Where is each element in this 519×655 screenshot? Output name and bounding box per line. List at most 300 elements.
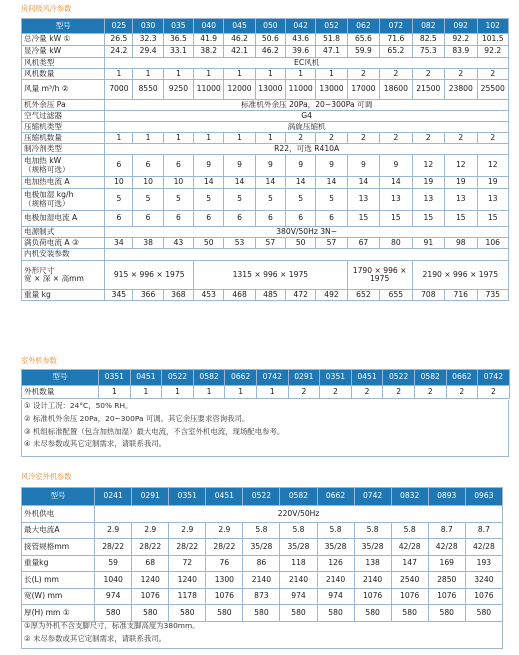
model-header: 025 [105,19,133,34]
table-row [22,100,509,111]
span-cell: 涡旋压缩机 [105,122,509,133]
table-cell: 366 [133,290,163,301]
row-label-text: 风机类型 [24,57,55,67]
table-cell: 71.6 [380,34,412,46]
table-cell: 580 [280,605,317,622]
row-label-text: 制冷剂类型 [24,143,62,153]
table-cell: 25500 [477,80,509,100]
table-cell: 12000 [224,80,255,100]
dimension-cell: 2190 × 996 × 1975 [412,261,508,290]
model-header: 0893 [428,488,465,506]
table-cell: 453 [194,290,224,301]
table-cell: 35/28 [317,539,354,556]
table-cell: 65.2 [380,46,412,58]
table-cell: 652 [347,290,379,301]
table-cell: 2 [412,69,444,80]
table-row [22,133,509,144]
span-cell: EC风机 [105,58,509,69]
table-cell: 14 [286,177,316,189]
table-cell: 1 [224,133,255,144]
table-cell: 5 [224,189,255,211]
table-cell: 14 [316,177,347,189]
row-label [22,290,105,301]
table-cell: 46.2 [224,34,255,46]
table-cell: 2 [414,386,446,399]
header-row [22,488,503,506]
model-header: 092 [445,19,477,34]
table-cell: 18600 [380,80,412,100]
table-cell: 9 [286,155,316,177]
indoor-params-table [21,18,509,301]
table-cell: 9 [194,155,224,177]
table-cell: 10 [163,177,193,189]
table-cell: 65.6 [347,34,379,46]
table-cell: 5 [105,189,133,211]
table-cell: 13 [445,189,477,211]
table-cell: 2140 [317,572,354,589]
table-cell: 580 [95,605,132,622]
table-cell: 873 [243,588,280,605]
row-label-text: 压缩机类型 [24,121,62,131]
table-cell: 580 [391,605,428,622]
table-cell: 12 [445,155,477,177]
table-cell: 51.8 [316,34,347,46]
table-cell: 42/28 [391,539,428,556]
row-label: 外机数量 [22,386,99,399]
model-header: 0662 [225,370,257,386]
row-label [22,111,105,122]
table-row [22,144,509,155]
table-cell: 1 [99,386,131,399]
table-cell: 708 [412,290,444,301]
table-cell: 1 [255,133,285,144]
table-cell: 32.3 [133,34,163,46]
row-label [22,34,105,46]
table-cell: 28/22 [206,539,243,556]
table-cell: 9250 [163,80,193,100]
model-header: 0963 [465,488,502,506]
table-cell: 21500 [412,80,444,100]
row-label [22,211,105,227]
table-cell: 19 [477,177,509,189]
table-row [22,605,503,622]
table-cell: 14 [380,177,412,189]
table-cell: 14 [224,177,255,189]
row-label-sub: （规格可选） [24,164,70,174]
model-header: 050 [255,19,285,34]
table-cell: 580 [354,605,391,622]
table-cell: 13 [380,189,412,211]
table-row [22,122,509,133]
table-cell: 14 [255,177,285,189]
table-cell: 2540 [391,572,428,589]
dimension-cell: 915 × 996 × 1975 [105,261,194,290]
row-label [22,261,105,290]
row-label-text: 重量 kg [24,289,51,299]
model-header: 0832 [391,488,428,506]
row-label: 最大电流A [22,522,95,539]
table-cell: 59 [95,555,132,572]
table-cell: 67 [347,238,379,249]
table-cell: 5 [286,189,316,211]
row-label-sub: （规格可选） [24,198,70,208]
table-row [22,249,509,261]
table-cell: 36.5 [163,34,193,46]
table-cell: 6 [163,211,193,227]
table-cell: 1076 [391,588,428,605]
header-row [22,370,510,386]
table-cell: 75.3 [412,46,444,58]
table-cell: 716 [445,290,477,301]
model-header: 0241 [95,488,132,506]
row-label [22,69,105,80]
model-header: 0662 [446,370,478,386]
table-cell: 43 [163,238,193,249]
row-label-text: 机外余压 Pa [24,99,66,109]
table-cell: 86 [243,555,280,572]
table-row [22,80,509,100]
table-cell: 2 [286,133,316,144]
row-label-text: 空气过滤器 [24,110,62,120]
note-line: ② 未尽参数或其它定制需求，请联系我司。 [24,633,167,643]
table-cell: 46.2 [255,46,285,58]
table-cell: 974 [280,588,317,605]
table-cell: 5.8 [280,522,317,539]
section2-title: 室外机参数 [21,356,57,365]
span-cell: R22，可选 R410A [105,144,509,155]
header-row [22,19,509,34]
table-cell: 2 [477,69,509,80]
table-cell: 2 [445,69,477,80]
header-label: 型号 [22,19,105,34]
row-label [22,46,105,58]
row-label [22,177,105,189]
table-cell: 2 [380,69,412,80]
table-row [22,155,509,177]
table-cell: 19 [445,177,477,189]
span-cell: 标准机外余压 20Pa，20~300Pa 可调 [105,100,509,111]
table-cell: 580 [132,605,169,622]
section3-title: 风冷室外机参数 [21,472,72,481]
row-label [22,58,105,69]
table-cell: 1 [163,133,193,144]
table-cell: 1040 [95,572,132,589]
row-label-text: 电源制式 [24,226,55,236]
model-header: 0662 [317,488,354,506]
table-cell: 580 [243,605,280,622]
table-cell: 118 [280,555,317,572]
table-cell: 57 [255,238,285,249]
table-cell: 1076 [354,588,391,605]
table-cell: 147 [391,555,428,572]
note-line: ② 标准机外余压 20Pa，20~300Pa 可调。其它余压要求咨询我司。 [24,413,250,423]
table-cell: 5.8 [317,522,354,539]
model-header: 030 [133,19,163,34]
table-cell: 5.8 [354,522,391,539]
dimension-cell: 1315 × 996 × 1975 [194,261,348,290]
table-cell: 2 [477,133,509,144]
row-label: 长(L) mm [22,572,95,589]
table-cell: 2 [316,133,347,144]
table-cell: 15 [477,211,509,227]
table-cell: 6 [286,211,316,227]
table-cell: 1240 [169,572,206,589]
model-header: 0451 [351,370,383,386]
table-cell: 91 [412,238,444,249]
table-cell: 42.1 [224,46,255,58]
table-cell: 28/22 [95,539,132,556]
table-cell: 8.7 [465,522,502,539]
table-cell: 106 [477,238,509,249]
table-cell: 1 [194,133,224,144]
table-cell: 1 [256,386,288,399]
table-cell: 38 [133,238,163,249]
table-cell: 11000 [194,80,224,100]
span-cell: G4 [105,111,509,122]
table-cell: 1 [316,69,347,80]
row-label: 重量kg [22,555,95,572]
table-row [22,227,509,238]
span-cell [105,249,509,261]
table-cell: 2 [412,133,444,144]
table-cell: 72 [169,555,206,572]
model-header: 082 [412,19,444,34]
table-cell: 1076 [206,588,243,605]
table-cell: 1240 [132,572,169,589]
row-label: 宽(W) mm [22,588,95,605]
table-cell: 2 [347,69,379,80]
model-header: 045 [224,19,255,34]
table-cell: 9 [347,155,379,177]
table-cell: 53 [224,238,255,249]
table-cell: 2 [478,386,510,399]
table-row [22,522,503,539]
table-cell: 41.9 [194,34,224,46]
notes-block-2 [21,620,503,649]
table-cell: 2.9 [132,522,169,539]
span-cell: 220V/50Hz [95,506,503,523]
model-header: 0291 [132,488,169,506]
table-cell: 92.2 [477,46,509,58]
table-cell: 6 [133,211,163,227]
row-label: 厚(H) mm ① [22,605,95,622]
table-cell: 2.9 [169,522,206,539]
table-cell: 6 [316,211,347,227]
model-header: 042 [286,19,316,34]
table-cell: 2 [380,133,412,144]
note-line: ① 设计工况：24°C，50% RH。 [24,401,133,410]
table-cell: 29.4 [133,46,163,58]
table-cell: 368 [163,290,193,301]
table-row [22,386,510,399]
table-row [22,111,509,122]
table-cell: 580 [169,605,206,622]
table-cell: 138 [354,555,391,572]
model-header: 0742 [354,488,391,506]
row-label [22,122,105,133]
note-line: ④ 未尽参数或其它定制需求，请联系我司。 [24,439,167,449]
table-cell: 50.6 [255,34,285,46]
table-row [22,177,509,189]
table-cell: 1 [193,386,225,399]
table-cell: 1 [133,133,163,144]
table-cell: 83.9 [445,46,477,58]
table-cell: 1 [130,386,162,399]
table-cell: 34 [105,238,133,249]
model-header: 0582 [193,370,225,386]
table-cell: 1076 [132,588,169,605]
table-row [22,555,503,572]
table-cell: 2140 [243,572,280,589]
row-label [22,189,105,211]
model-header: 102 [477,19,509,34]
table-cell: 2 [445,133,477,144]
row-label-text: 风机数量 [24,68,55,78]
table-cell: 2140 [280,572,317,589]
table-cell: 974 [317,588,354,605]
table-cell: 5 [163,189,193,211]
table-cell: 1300 [206,572,243,589]
row-label [22,100,105,111]
table-cell: 9 [255,155,285,177]
table-cell: 485 [255,290,285,301]
table-row [22,34,509,46]
table-cell: 13 [412,189,444,211]
row-label-text: 总冷量 kW ① [24,34,71,44]
table-cell: 2 [347,133,379,144]
table-row [22,572,503,589]
model-header: 0582 [280,488,317,506]
table-cell: 492 [316,290,347,301]
table-cell: 2 [446,386,478,399]
table-cell: 82.5 [412,34,444,46]
table-cell: 468 [224,290,255,301]
table-cell: 47.1 [316,46,347,58]
table-cell: 35/28 [243,539,280,556]
table-cell: 1076 [465,588,502,605]
row-label [22,227,105,238]
table-cell: 39.6 [286,46,316,58]
table-cell: 1 [162,386,194,399]
table-cell: 98 [445,238,477,249]
table-cell: 50 [194,238,224,249]
row-label [22,238,105,249]
table-cell: 5.8 [391,522,428,539]
table-cell: 23800 [445,80,477,100]
row-label [22,155,105,177]
model-header: 0351 [320,370,352,386]
table-cell: 1 [105,133,133,144]
table-cell: 10 [105,177,133,189]
model-header: 072 [380,19,412,34]
table-cell: 5 [255,189,285,211]
table-cell: 15 [347,211,379,227]
table-cell: 13000 [316,80,347,100]
note-line: ③ 机组标准配置（包含加热加湿）最大电流，不含室外机电流，现场配电参考。 [24,426,285,436]
table-cell: 1 [255,69,285,80]
table-cell: 2 [320,386,352,399]
table-row [22,238,509,249]
table-cell: 5 [133,189,163,211]
model-header: 0451 [130,370,162,386]
table-cell: 28/22 [169,539,206,556]
table-cell: 14 [194,177,224,189]
note-line: ①厚为外机不含支脚尺寸，标准支脚高度为380mm。 [24,621,200,630]
table-cell: 33.1 [163,46,193,58]
table-cell: 15 [380,211,412,227]
table-cell: 193 [465,555,502,572]
header-label: 型号 [22,488,95,506]
model-header: 0522 [383,370,415,386]
table-cell: 13 [477,189,509,211]
table-cell: 472 [286,290,316,301]
table-row [22,46,509,58]
row-label-text: 显冷量 kW [24,46,62,56]
table-cell: 1 [105,69,133,80]
table-cell: 59.9 [347,46,379,58]
table-cell: 42/28 [465,539,502,556]
table-cell: 9 [224,155,255,177]
table-cell: 6 [255,211,285,227]
table-cell: 35/28 [354,539,391,556]
table-cell: 1 [163,69,193,80]
table-cell: 15 [412,211,444,227]
model-header: 0742 [256,370,288,386]
table-cell: 9 [380,155,412,177]
row-label: 外机供电 [22,506,95,523]
table-cell: 1 [225,386,257,399]
table-cell: 43.6 [286,34,316,46]
model-header: 0522 [243,488,280,506]
table-row [22,539,503,556]
table-row [22,58,509,69]
table-cell: 6 [105,211,133,227]
table-cell: 2140 [354,572,391,589]
table-cell: 19 [412,177,444,189]
table-cell: 6 [194,211,224,227]
row-label-text: 压缩机数量 [24,132,62,142]
span-cell: 380V/50Hz 3N~ [105,227,509,238]
table-cell: 1 [286,69,316,80]
row-label-text: 电极加湿电流 A [24,213,78,223]
table-cell: 580 [206,605,243,622]
model-header: 052 [316,19,347,34]
table-cell: 6 [105,155,133,177]
row-label [22,249,105,261]
table-cell: 11000 [286,80,316,100]
row-label-text: 满负荷电流 A ③ [24,237,79,247]
table-cell: 735 [477,290,509,301]
model-header: 0351 [99,370,131,386]
table-cell: 2 [383,386,415,399]
table-cell: 42/28 [428,539,465,556]
table-cell: 15 [445,211,477,227]
table-cell: 13000 [255,80,285,100]
table-cell: 2.9 [206,522,243,539]
row-label [22,80,105,100]
table-cell: 2 [288,386,320,399]
table-cell: 17000 [347,80,379,100]
table-cell: 92.2 [445,34,477,46]
table-cell: 28/22 [132,539,169,556]
table-cell: 7000 [105,80,133,100]
table-cell: 5 [194,189,224,211]
table-cell: 24.2 [105,46,133,58]
table-cell: 101.5 [477,34,509,46]
model-header: 040 [194,19,224,34]
row-label-text: 外形尺寸 [24,265,55,275]
table-row [22,588,503,605]
